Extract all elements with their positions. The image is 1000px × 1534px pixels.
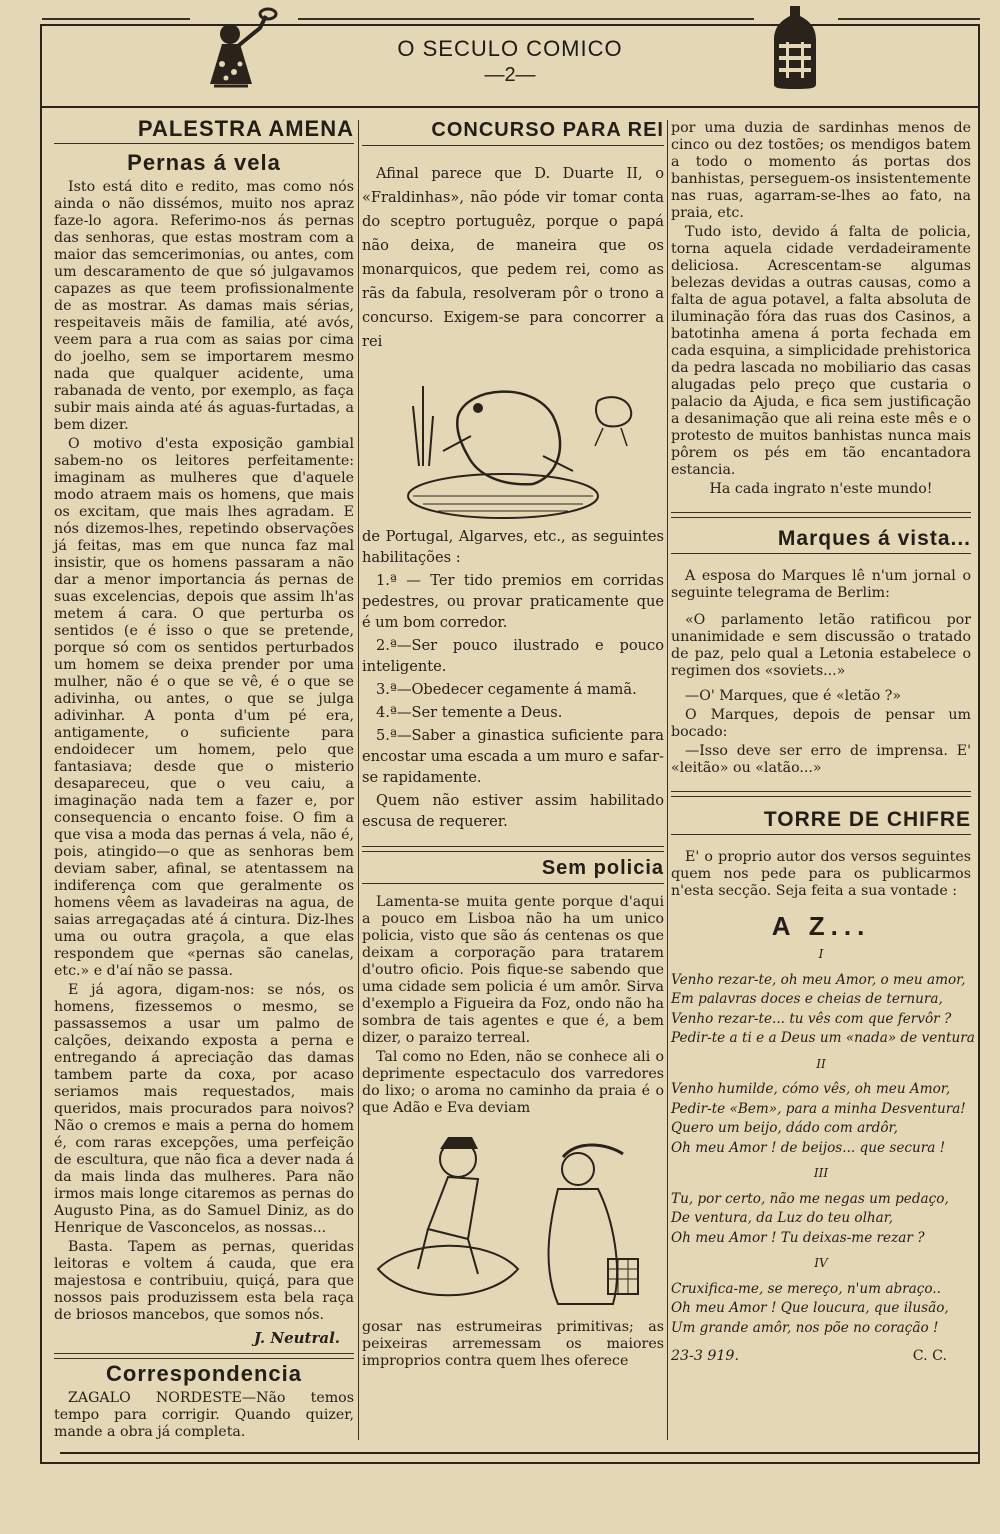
marques-paragraph: «O parlamento letão ratificou por unanimidade e sem discussão o tratado de paz, pelo qual a Letonia estabelece o regimen dos «soviets...» — [671, 612, 971, 679]
frogs-illustration — [383, 356, 643, 526]
stanza-number: IV — [814, 1256, 828, 1270]
bottle-emblem-icon — [770, 4, 820, 90]
article-paragraph: O motivo d'esta exposição gambial sabem-no os leitores perfeitamente: imaginam as mulheres que d'aquele modo atraem mais os homens, que mais os excitam, que mais lhes agradam. E nós dizemos-lhes, repetindo observações já feitas, mas em que nunca faz mal insistir, que os homens passaram a não dar a menor importancia ás pernas de suas excelencias, depois que assim lh'as metem á cara. O que perturba os sentidos (e é isso o que se pretende, porque só com os sentidos perturbados um homem se deixa prender por uma mulher, não é o que se vê, é o que se adivinha, ou antes, o que se julga adivinhar. A ponta d'um pé era, antigamente, o suficiente para endoidecer um homem, pelo que fantasiava; desde que o misterio desapareceu, que o veu caiu, a imaginação nada tem a fazer e, por consequencia o encanto foise. O fim a que visa a moda das pernas á vela, não é, pois, atingido—o que as senhoras bem deviam saber, afinal, se atentassem na indiferença com que geralmente os homens vêem as lavadeiras na agua, de saias arregaçadas até á cintura. Diz-lhes uma ou outra graçola, a que elas respondem que «pernas são canelas, etc.» e d'aí não se passa. — [54, 436, 354, 979]
column-3 — [671, 112, 975, 1365]
policia-continued: Ha cada ingrato n'este mundo! — [709, 481, 933, 497]
poem-initials: C. C. — [912, 1348, 947, 1364]
article-paragraph: Basta. Tapem as pernas, queridas leitoras e voltem á cauda, que era majestosa e contribuiu, quiçá, para que nossos pais produzissem esta bela raça de briosos mancebos, que somos nós. — [54, 1239, 354, 1323]
concurso-title: CONCURSO PARA REI — [431, 119, 664, 141]
poem-line: Venho rezar-te... tu vês com que fervôr ? — [671, 1010, 952, 1027]
poem-line: Venho humilde, cómo vês, oh meu Amor, — [671, 1081, 951, 1097]
masthead-title: O SECULO COMICO — [397, 36, 623, 61]
section-rule — [362, 883, 664, 884]
poem-footer — [671, 1348, 971, 1365]
divider-ornament — [671, 512, 971, 518]
concurso-item: 4.ª—Ser temente a Deus. — [376, 704, 563, 721]
marques-paragraph: O Marques, depois de pensar um bocado: — [671, 707, 971, 740]
poem-line: Oh meu Amor ! Que loucura, que ilusão, — [671, 1300, 949, 1316]
poem-line: Oh meu Amor ! de beijos... que secura ! — [671, 1139, 946, 1156]
poem-line: Quero um beijo, dádo com ardôr, — [671, 1120, 898, 1136]
marques-paragraph: —O' Marques, que é «letão ?» — [685, 688, 902, 704]
man-and-fishwife-illustration — [368, 1119, 658, 1319]
poem-line: Um grande amôr, nos põe no coração ! — [671, 1319, 939, 1336]
policia-paragraph: gosar nas estrumeiras primitivas; as peixeiras arremessam os maiores improprios contra quem lhes oferece — [362, 1319, 664, 1369]
page-number: —2— — [484, 64, 536, 86]
poem-line: Em palavras doces e cheias de ternura, — [671, 991, 943, 1007]
column-divider-2 — [667, 120, 668, 1440]
section-rule — [671, 553, 971, 554]
poem-title: A Z... — [771, 911, 871, 941]
woman-emblem-icon — [200, 6, 288, 98]
poem-line: Pedir-te «Bem», para a minha Desventura! — [671, 1100, 966, 1117]
correspondencia-text: ZAGALO NORDESTE—Não temos tempo para corrigir. Quando quizer, mande a obra já completa. — [54, 1390, 354, 1440]
poem-line: Pedir-te a ti e a Deus um «nada» de ventura — [671, 1030, 975, 1046]
concurso-closing: Quem não estiver assim habilitado escusa de requerer. — [362, 792, 664, 830]
poem — [671, 945, 975, 1338]
top-rule-center — [298, 18, 754, 20]
concurso-item: 2.ª—Ser pouco ilustrado e pouco inteligente. — [362, 637, 664, 675]
stanza-number: III — [813, 1166, 829, 1180]
section-rule — [362, 145, 664, 146]
poem-line: Tu, por certo, não me negas um pedaço, — [671, 1190, 949, 1207]
torre-intro: E' o proprio autor dos versos seguintes quem nos pede para os publicarmos n'esta secção. Seja feita a sua vontade : — [671, 849, 971, 899]
poem-date: 23-3 919. — [671, 1348, 739, 1364]
article-paragraph: Isto está dito e redito, mas como nós ainda o não dissémos, muito nos apraz faze-lo agora. Referimo-nos ás pernas das senhoras, que estas mostram com a maior das semcerimonias, ou antes, com um descaramento de que só julgavamos capazes as que teem profissionalmente de as mostrar. As damas mais sérias, respeitaveis mãis de familia, até avós, veem para a rua com as saias por cima do joelho, sem se importarem mesmo nada que qualquer acidente, uma rabanada de vento, por exemplo, as faça subir mais ainda até ás aguas-furtadas, a bem dizer. — [54, 179, 354, 433]
column-divider-1 — [358, 120, 359, 1440]
correspondencia-title: Correspondencia — [106, 1361, 302, 1386]
poem-line: De ventura, da Luz do teu olhar, — [671, 1210, 894, 1226]
marques-paragraph: A esposa do Marques lê n'um jornal o seguinte telegrama de Berlim: — [671, 568, 971, 601]
signature: J. Neutral. — [253, 1329, 340, 1347]
column-2 — [362, 112, 664, 1372]
top-rule-left — [42, 18, 190, 20]
concurso-item: 1.ª — Ter tido premios em corridas pedestres, ou provar praticamente que é um bom corredor. — [362, 572, 664, 631]
concurso-item: 3.ª—Obedecer cegamente á mamã. — [376, 681, 637, 698]
section-rule — [54, 143, 354, 144]
top-rule-right — [838, 18, 980, 20]
marques-paragraph: —Isso deve ser erro de imprensa. E' «leitão» ou «latão...» — [671, 743, 971, 776]
policia-continued: Tudo isto, devido á falta de policia, torna aquela cidade verdadeiramente deliciosa. Acrescentam-se algumas belezas devidas a outras causas, como a falta de agua potavel, a falta absoluta de iluminação fóra das ruas dos Casinos, a batotinha amena á porta fechada em cada esquina, a simplicidade prehistorica da pedra lascada no mobiliario das casas alugadas pelo preço que custaria o palacio da Ajuda, e fica sem justificação a desanimação que ali reina este mês e o protesto de muitos banhistas nunca mais pôrem os pés em tão encantadora estancia. — [671, 224, 971, 478]
stanza-number: I — [818, 947, 824, 961]
torre-title: TORRE DE CHIFRE — [763, 808, 971, 831]
divider-ornament — [671, 791, 971, 797]
column-1 — [54, 112, 354, 1443]
poem-line: Oh meu Amor ! Tu deixas-me rezar ? — [671, 1229, 925, 1246]
divider-ornament — [54, 1353, 354, 1359]
poem-line: Venho rezar-te, oh meu Amor, o meu amor, — [671, 971, 966, 988]
article-title-pernas: Pernas á vela — [127, 150, 281, 175]
section-rule — [671, 834, 971, 835]
bottom-rule — [60, 1452, 980, 1454]
concurso-intro: Afinal parece que D. Duarte II, o «Fraldinhas», não póde vir tomar conta do sceptro portuguêz, porque o papá não deixa, de maneira que os monarquicos, que pedem rei, como as rãs da fabula, resolveram pôr o trono a concurso. Exigem-se para concorrer a rei — [362, 165, 664, 350]
stanza-number: II — [816, 1056, 826, 1071]
policia-paragraph: Tal como no Eden, não se conhece ali o deprimente espectaculo dos varredores do lixo; o aroma no caminho da praia é o que Adão e Eva deviam — [362, 1049, 664, 1116]
masthead — [42, 26, 978, 108]
poem-line: Cruxifica-me, se mereço, n'um abraço.. — [671, 1280, 941, 1297]
sem-policia-title: Sem policia — [541, 857, 664, 879]
section-title-palestra: PALESTRA AMENA — [137, 116, 354, 141]
concurso-habilitacoes: de Portugal, Algarves, etc., as seguintes habilitações : — [362, 528, 664, 566]
divider-ornament — [362, 846, 664, 852]
policia-continued: por uma duzia de sardinhas menos de cinco ou dez tostões; os mendigos batem a todo o momento ás portas dos banhistas, perseguem-os insistentemente nas ruas, agarram-se-lhes ao fato, na praia, etc. — [671, 120, 971, 221]
article-paragraph: E já agora, digam-nos: se nós, os homens, fizessemos o mesmo, se passassemos a usar um palmo de calções, deixando exposta a perna e entregando á apreciação das damas tambem parte da coxa, por acaso seriamos mais requestados, mais queridos, mais procurados para noivos? Não o cremos e mais a perna do homem é, com raras excepções, uma perfeição de escultura, que não fica a dever nada á da mais linda das mulheres. Para não irmos mais longe citaremos as pernas do Augusto Pina, as do Samuel Diniz, as do Henrique de Vasconcelos, as nossas... — [54, 982, 354, 1236]
marques-title: Marques á vista... — [777, 527, 971, 550]
policia-paragraph: Lamenta-se muita gente porque d'aqui a pouco em Lisboa não ha um unico policia, visto que são ás centenas os que deixam a corporação para tratarem d'outro oficio. Pois fique-se sabendo que uma cidade sem policia é um amôr. Sirva d'exemplo a Figueira da Foz, ondo não ha sombra de tais agentes e que é, a bem dizer, o paraizo terreal. — [362, 894, 664, 1046]
concurso-item: 5.ª—Saber a ginastica suficiente para encostar uma escada a um muro e safar-se rapidamente. — [362, 727, 664, 786]
